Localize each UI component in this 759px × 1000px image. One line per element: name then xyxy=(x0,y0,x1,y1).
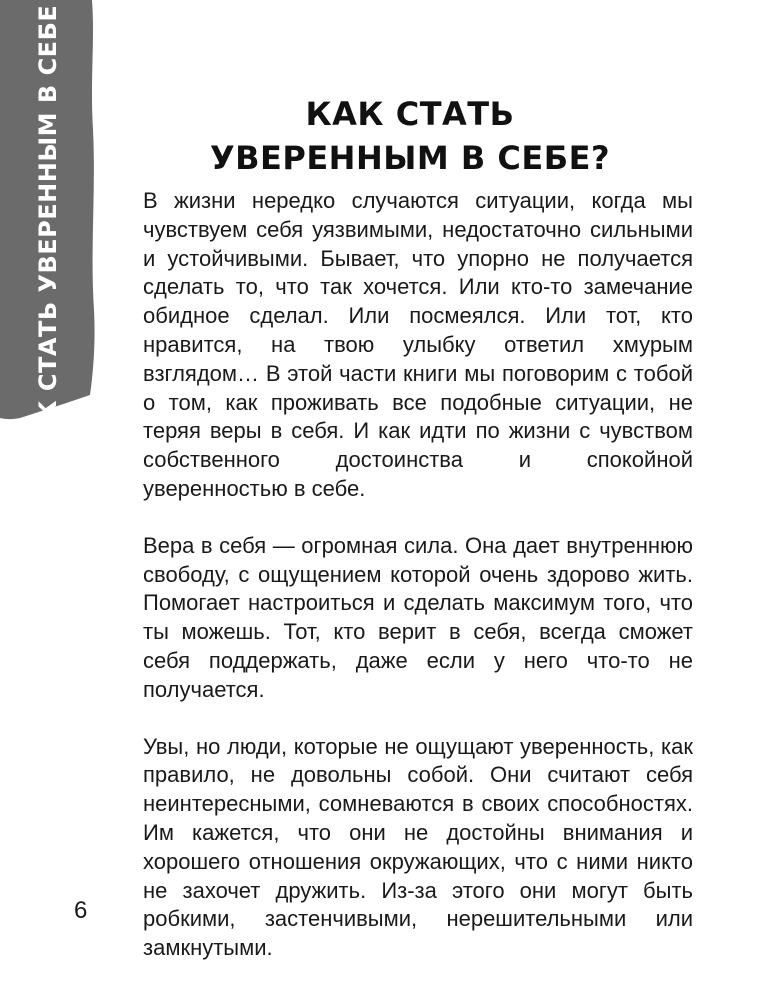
page-title xyxy=(200,92,620,180)
paragraph-1: В жизни нередко случаются ситуации, когда мы чувствуем себя уязвимыми, недостаточно сильными и устойчивыми. Бывает, что упорно не получается сделать то, что так хочется. Или кто-то замечание обидное сделал. Или посмеялся. Или тот, кто нравится, на твою улыбку ответил хмурым взглядом… В этой части книги мы поговорим с тобой о том, как проживать все подобные ситуации, не теряя веры в себя. И как идти по жизни с чувством собственного достоинства и спокойной уверенностью в себе. xyxy=(143,188,693,501)
page-number: 6 xyxy=(74,897,88,924)
page-title-line-1: КАК СТАТЬ xyxy=(305,95,515,133)
paragraph-3: Увы, но люди, которые не ощущают уверенность, как правило, не довольны собой. Они считают себя неинтересными, сомневаются в своих способностях. Им кажется, что они не достойны внимания и хорошего отношения окружающих, что с ними никто не захочет дружить. Из-за этого они могут быть робкими, застенчивыми, нерешительными или замкнутыми. xyxy=(143,733,693,961)
page-title-line-2: УВЕРЕННЫМ В СЕБЕ? xyxy=(209,139,611,177)
section-side-tab xyxy=(0,0,96,460)
paragraph-2: Вера в себя — огромная сила. Она дает внутреннюю свободу, с ощущением которой очень здорово жить. Помогает настроиться и сделать максимум того, что ты можешь. Тот, кто верит в себя, всегда сможет себя поддержать, даже если у него что-то не получается. xyxy=(143,532,693,702)
side-tab-label: КАК СТАТЬ УВЕРЕННЫМ В СЕБЕ xyxy=(34,4,62,460)
body-text xyxy=(143,187,693,991)
